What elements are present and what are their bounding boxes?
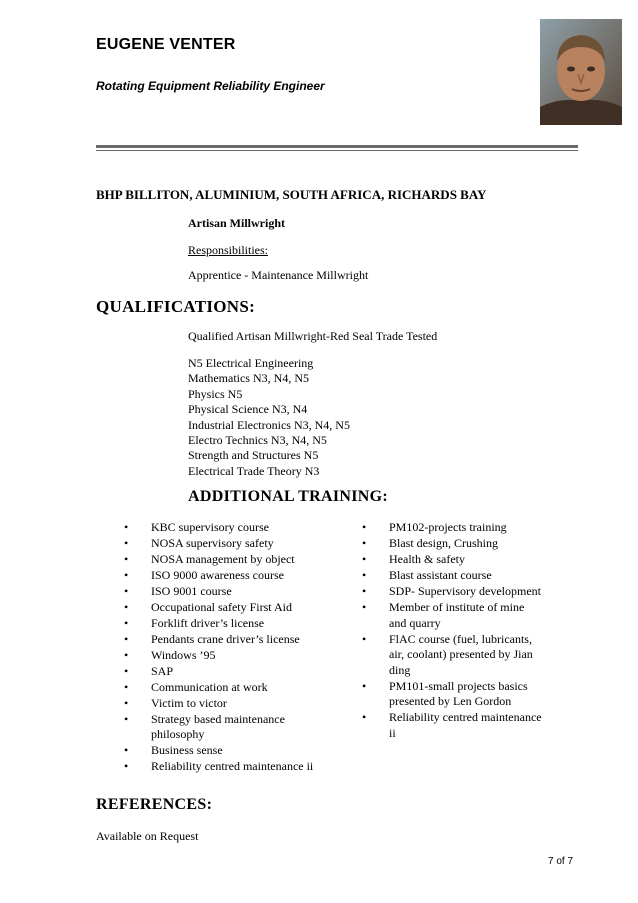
qualification-item: Physical Science N3, N4 <box>188 402 308 417</box>
training-item <box>362 632 562 679</box>
qualification-item: Physics N5 <box>188 386 243 401</box>
training-item-text: Communication at work <box>151 679 268 694</box>
training-item-text: Pendants crane driver’s license <box>151 631 300 646</box>
bullet-icon: • <box>362 599 367 614</box>
training-item-text: philosophy <box>151 727 205 742</box>
training-item <box>124 600 354 616</box>
qualifications-heading: QUALIFICATIONS: <box>96 297 256 316</box>
qualification-item: Electro Technics N3, N4, N5 <box>188 433 327 448</box>
training-item-text: Blast assistant course <box>389 567 492 582</box>
candidate-name: EUGENE VENTER <box>96 36 236 53</box>
training-item-text: air, coolant) presented by Jian <box>389 647 533 662</box>
training-item-text: SDP- Supervisory development <box>389 583 541 598</box>
header-divider-thin <box>96 150 578 151</box>
training-item-text: Blast design, Crushing <box>389 535 499 550</box>
training-item <box>124 552 354 568</box>
bullet-icon: • <box>124 743 129 758</box>
bullet-icon: • <box>124 520 129 534</box>
bullet-icon: • <box>362 631 367 646</box>
qualification-item: Electrical Trade Theory N3 <box>188 463 320 478</box>
qualification-list <box>188 356 350 479</box>
responsibilities-heading: Responsibilities: <box>188 243 269 257</box>
training-item <box>124 680 354 696</box>
training-item <box>362 600 562 631</box>
bullet-icon: • <box>124 663 129 678</box>
training-item-text: PM102-projects training <box>389 520 507 534</box>
training-item-text: ding <box>389 662 411 677</box>
training-item <box>124 584 354 600</box>
bullet-icon: • <box>362 535 367 550</box>
training-item-text: presented by Len Gordon <box>389 694 512 709</box>
training-item-text: Strategy based maintenance <box>151 711 285 726</box>
bullet-icon: • <box>362 583 367 598</box>
training-item <box>124 743 354 759</box>
job-title: Artisan Millwright <box>188 216 285 230</box>
bullet-icon: • <box>362 678 367 693</box>
training-item <box>124 664 354 680</box>
references-heading: REFERENCES: <box>96 796 213 813</box>
training-item <box>362 679 562 710</box>
bullet-icon: • <box>124 631 129 646</box>
training-item-text: Victim to victor <box>151 695 227 710</box>
training-item-text: and quarry <box>389 615 441 630</box>
job-subtitle: Rotating Equipment Reliability Engineer <box>96 79 325 93</box>
header-divider-thick <box>96 145 578 148</box>
training-list-left <box>124 520 354 775</box>
qualification-item: Mathematics N3, N4, N5 <box>188 371 309 386</box>
training-item-text: Health & safety <box>389 551 465 566</box>
main-qualification: Qualified Artisan Millwright-Red Seal Trade Tested <box>188 329 438 343</box>
training-item <box>362 552 562 568</box>
training-item <box>362 710 562 741</box>
profile-photo-image <box>540 19 622 125</box>
bullet-icon: • <box>124 583 129 598</box>
additional-training-heading: ADDITIONAL TRAINING: <box>188 488 388 505</box>
bullet-icon: • <box>124 599 129 614</box>
bullet-icon: • <box>124 535 129 550</box>
training-item-text: KBC supervisory course <box>151 520 269 534</box>
training-item <box>124 616 354 632</box>
training-item-text: Business sense <box>151 743 223 758</box>
training-item-text: NOSA supervisory safety <box>151 535 274 550</box>
training-item <box>124 712 354 743</box>
training-item <box>362 520 562 536</box>
training-item-text: ii <box>389 725 396 740</box>
bullet-icon: • <box>124 567 129 582</box>
training-item-text: ISO 9001 course <box>151 583 232 598</box>
training-item-text: Windows ’95 <box>151 647 216 662</box>
bullet-icon: • <box>124 759 129 774</box>
training-item-text: SAP <box>151 663 174 678</box>
training-list-right <box>362 520 562 742</box>
page-number: 7 of 7 <box>548 856 574 867</box>
training-item-text: Forklift driver’s license <box>151 615 265 630</box>
employer-heading: BHP BILLITON, ALUMINIUM, SOUTH AFRICA, RICHARDS BAY <box>96 187 487 202</box>
training-item-text: PM101-small projects basics <box>389 678 528 693</box>
qualification-item: N5 Electrical Engineering <box>188 356 314 370</box>
training-item <box>124 696 354 712</box>
training-item-text: ISO 9000 awareness course <box>151 567 284 582</box>
training-item <box>124 648 354 664</box>
bullet-icon: • <box>124 695 129 710</box>
references-text: Available on Request <box>96 829 199 843</box>
training-item <box>362 536 562 552</box>
bullet-icon: • <box>124 711 129 726</box>
bullet-icon: • <box>362 710 367 725</box>
training-item <box>124 568 354 584</box>
bullet-icon: • <box>362 551 367 566</box>
training-item <box>124 632 354 648</box>
training-item-text: Occupational safety First Aid <box>151 599 292 614</box>
training-item-text: Reliability centred maintenance ii <box>151 759 314 774</box>
profile-photo <box>540 19 622 125</box>
training-item-text: NOSA management by object <box>151 551 295 566</box>
training-item-text: Reliability centred maintenance <box>389 710 542 725</box>
training-item-text: Member of institute of mine <box>389 599 525 614</box>
bullet-icon: • <box>124 615 129 630</box>
training-item <box>124 759 354 775</box>
bullet-icon: • <box>362 520 367 534</box>
bullet-icon: • <box>124 647 129 662</box>
training-item <box>362 568 562 584</box>
responsibility-item: Apprentice - Maintenance Millwright <box>188 268 369 282</box>
qualification-item: Strength and Structures N5 <box>188 448 319 463</box>
bullet-icon: • <box>362 567 367 582</box>
bullet-icon: • <box>124 551 129 566</box>
training-item <box>124 520 354 536</box>
bullet-icon: • <box>124 679 129 694</box>
training-item <box>124 536 354 552</box>
training-item-text: FlAC course (fuel, lubricants, <box>389 631 532 646</box>
qualification-item: Industrial Electronics N3, N4, N5 <box>188 417 350 432</box>
training-item <box>362 584 562 600</box>
